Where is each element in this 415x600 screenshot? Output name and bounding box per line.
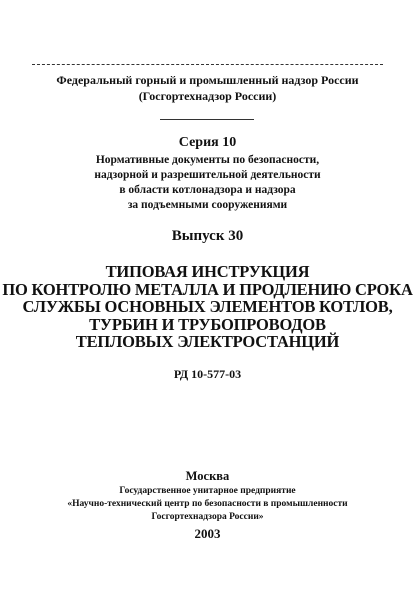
publisher-line: «Научно-технический центр по безопасности в промышленности bbox=[67, 499, 348, 509]
issue-number: Выпуск 30 bbox=[171, 228, 244, 244]
series-description-line: в области котлонадзора и надзора bbox=[119, 184, 296, 196]
issuing-organization bbox=[0, 72, 415, 104]
publication-city: Москва bbox=[185, 469, 230, 483]
top-divider bbox=[32, 64, 383, 65]
section-divider bbox=[160, 119, 254, 120]
title-line: ТУРБИН И ТРУБОПРОВОДОВ bbox=[89, 314, 326, 334]
document-code: РД 10-577-03 bbox=[173, 367, 242, 381]
series-description bbox=[0, 153, 415, 213]
series-description-line: за подъемными сооружениями bbox=[127, 199, 288, 211]
publisher bbox=[0, 485, 415, 524]
org-line: Федеральный горный и промышленный надзор России bbox=[56, 73, 359, 87]
publisher-line: Государственное унитарное предприятие bbox=[119, 486, 296, 496]
publisher-line: Госгортехнадзора России» bbox=[151, 512, 264, 522]
series-description-line: надзорной и разрешительной деятельности bbox=[94, 169, 321, 181]
series-title: Серия 10 bbox=[178, 135, 237, 150]
title-line: ПО КОНТРОЛЮ МЕТАЛЛА И ПРОДЛЕНИЮ СРОКА bbox=[2, 279, 413, 299]
document-title bbox=[0, 263, 415, 351]
title-line: ТЕПЛОВЫХ ЭЛЕКТРОСТАНЦИЙ bbox=[75, 332, 340, 352]
title-line: ТИПОВАЯ ИНСТРУКЦИЯ bbox=[105, 262, 310, 281]
org-line: (Госгортехнадзор России) bbox=[138, 89, 277, 103]
series-description-line: Нормативные документы по безопасности, bbox=[95, 154, 320, 166]
publication-year: 2003 bbox=[194, 526, 221, 541]
title-line: СЛУЖБЫ ОСНОВНЫХ ЭЛЕМЕНТОВ КОТЛОВ, bbox=[22, 297, 393, 317]
